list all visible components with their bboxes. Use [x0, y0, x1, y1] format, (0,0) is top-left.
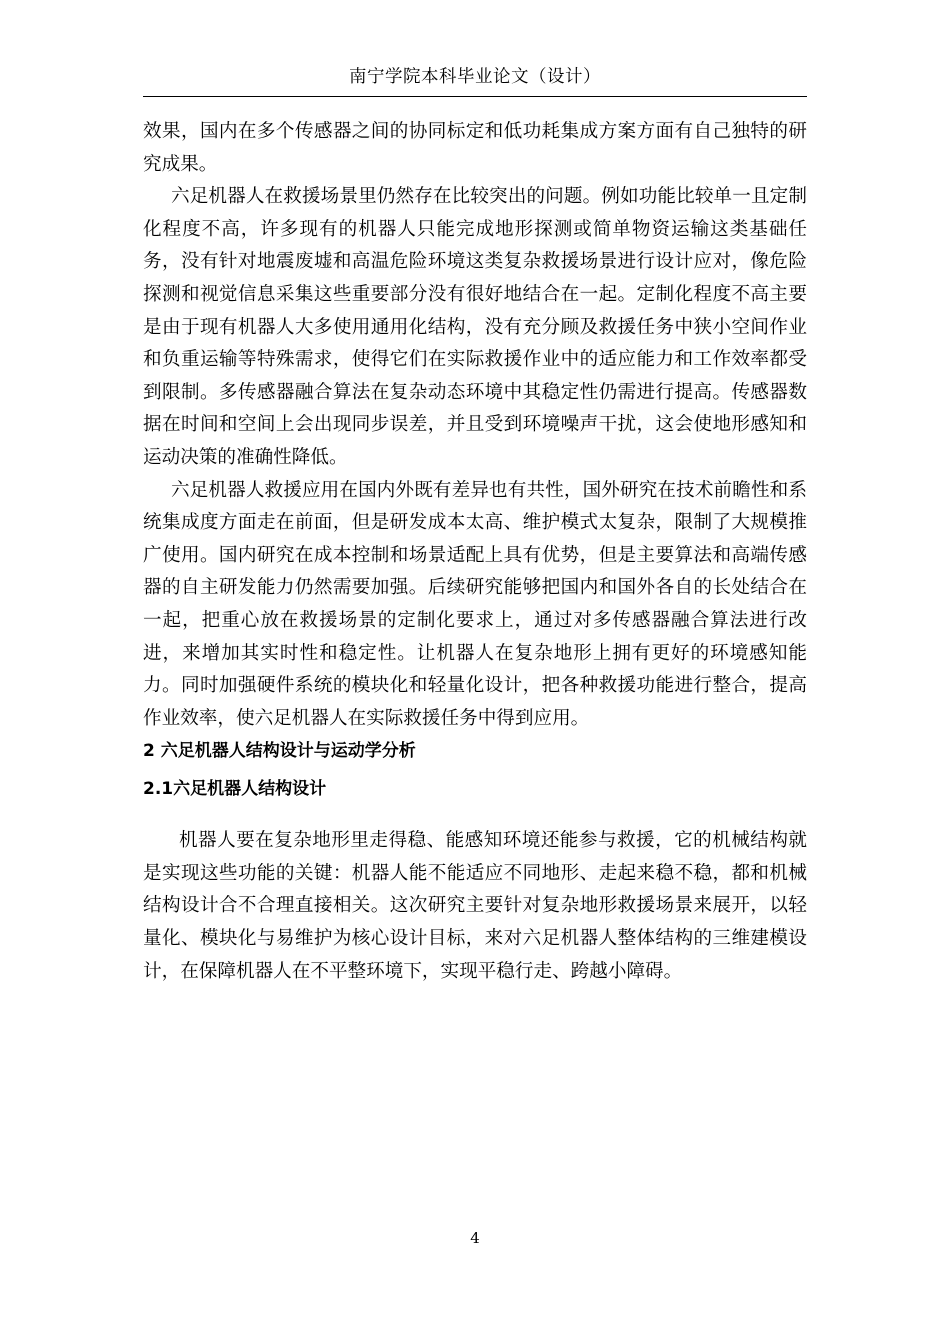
thesis-header-title: 南宁学院本科毕业论文（设计）: [349, 67, 601, 87]
section-heading: 2 六足机器人结构设计与运动学分析: [143, 741, 416, 762]
page-number: 4: [470, 1229, 480, 1247]
paragraph-structure-design: 机器人要在复杂地形里走得稳、能感知环境还能参与救援，它的机械结构就是实现这些功能的关键：机器人能不能适应不同地形、走起来稳不稳，都和机械结构设计合不合理直接相关。这次研究主要针对复杂地形救援场景来展开，以轻量化、模块化与易维护为核心设计目标，来对六足机器人整体结构的三维建模设计，在保障机器人在不平整环境下，实现平稳行走、跨越小障碍。: [143, 830, 807, 982]
subsection-heading: 2.1六足机器人结构设计: [143, 779, 327, 800]
page-body: [143, 116, 807, 988]
page-header: [143, 62, 807, 97]
paragraph-comparison: 六足机器人救援应用在国内外既有差异也有共性，国外研究在技术前瞻性和系统集成度方面走在前面，但是研发成本太高、维护模式太复杂，限制了大规模推广使用。国内研究在成本控制和场景适配上具有优势，但是主要算法和高端传感器的自主研发能力仍然需要加强。后续研究能够把国内和国外各自的长处结合在一起，把重心放在救援场景的定制化要求上，通过对多传感器融合算法进行改进，来增加其实时性和稳定性。让机器人在复杂地形上拥有更好的环境感知能力。同时加强硬件系统的模块化和轻量化设计，把各种救援功能进行整合，提高作业效率，使六足机器人在实际救援任务中得到应用。: [143, 479, 807, 729]
paragraph-continuation: 效果，国内在多个传感器之间的协同标定和低功耗集成方案方面有自己独特的研究成果。: [143, 121, 807, 175]
paragraph-problems: 六足机器人在救援场景里仍然存在比较突出的问题。例如功能比较单一且定制化程度不高，许多现有的机器人只能完成地形探测或简单物资运输这类基础任务，没有针对地震废墟和高温危险环境这类复杂救援场景进行设计应对，像危险探测和视觉信息采集这些重要部分没有很好地结合在一起。定制化程度不高主要是由于现有机器人大多使用通用化结构，没有充分顾及救援任务中狭小空间作业和负重运输等特殊需求，使得它们在实际救援作业中的适应能力和工作效率都受到限制。多传感器融合算法在复杂动态环境中其稳定性仍需进行提高。传感器数据在时间和空间上会出现同步误差，并且受到环境噪声干扰，这会使地形感知和运动决策的准确性降低。: [143, 186, 807, 468]
